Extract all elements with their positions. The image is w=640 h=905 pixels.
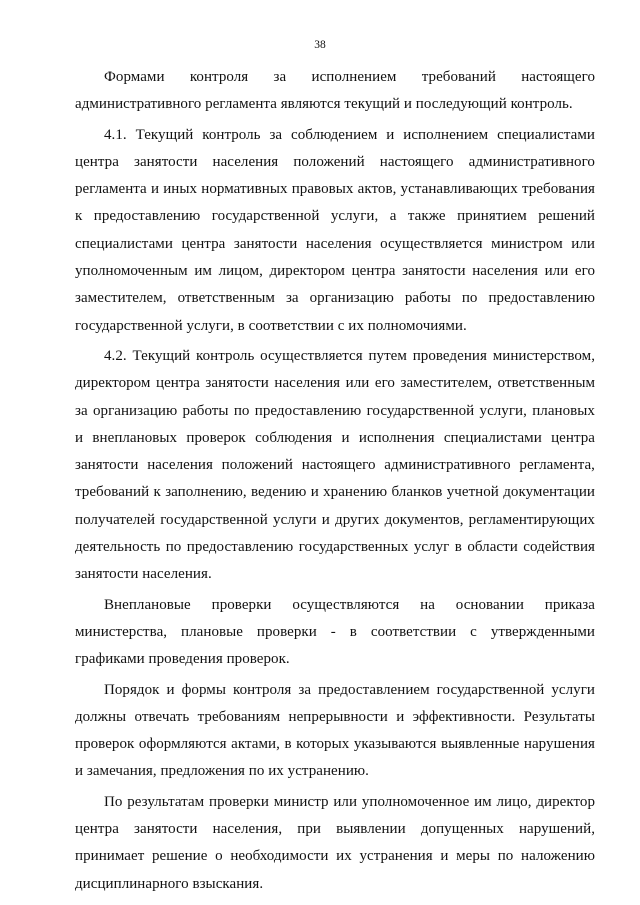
page-number: 38	[314, 39, 326, 51]
paragraph-4-2-current-control-checks: 4.2. Текущий контроль осуществляется путем проведения министерством, директором центра занятости населения или его заместителем, ответственным за организацию работы по предоставлению государственной услуги, плановых и внеплановых проверок соблюдения и исполнения специалистами центра занятости населения положений настоящего административного регламента, требований к заполнению, ведению и хранению бланков учетной документации получателей государственной услуги и других документов, регламентирующих деятельность по предоставлению государственных услуг в области содействия занятости населения.	[75, 347, 595, 583]
document-body	[75, 64, 595, 901]
paragraph-control-procedure: Порядок и формы контроля за предоставлением государственной услуги должны отвечать требованиям непрерывности и эффективности. Результаты проверок оформляются актами, в которых указываются выявленные нарушения и замечания, предложения по их устранению.	[75, 681, 595, 780]
paragraph-4-1-current-control: 4.1. Текущий контроль за соблюдением и исполнением специалистами центра занятости населения положений настоящего административного регламента и иных нормативных правовых актов, устанавливающих требования к предоставлению государственной услуги, а также принятием решений специалистами центра занятости населения осуществляется министром или уполномоченным им лицом, директором центра занятости населения или его заместителем, ответственным за организацию работы по предоставлению государственной услуги, в соответствии с их полномочиями.	[75, 126, 595, 334]
paragraph-unscheduled-checks: Внеплановые проверки осуществляются на основании приказа министерства, плановые проверки - в соответствии с утвержденными графиками проведения проверок.	[75, 596, 595, 668]
paragraph-control-forms: Формами контроля за исполнением требований настоящего административного регламента являются текущий и последующий контроль.	[75, 69, 595, 113]
paragraph-check-results: По результатам проверки министр или уполномоченное им лицо, директор центра занятости населения, при выявлении допущенных нарушений, принимает решение о необходимости их устранения и меры по наложению дисциплинарного взыскания.	[75, 793, 595, 892]
